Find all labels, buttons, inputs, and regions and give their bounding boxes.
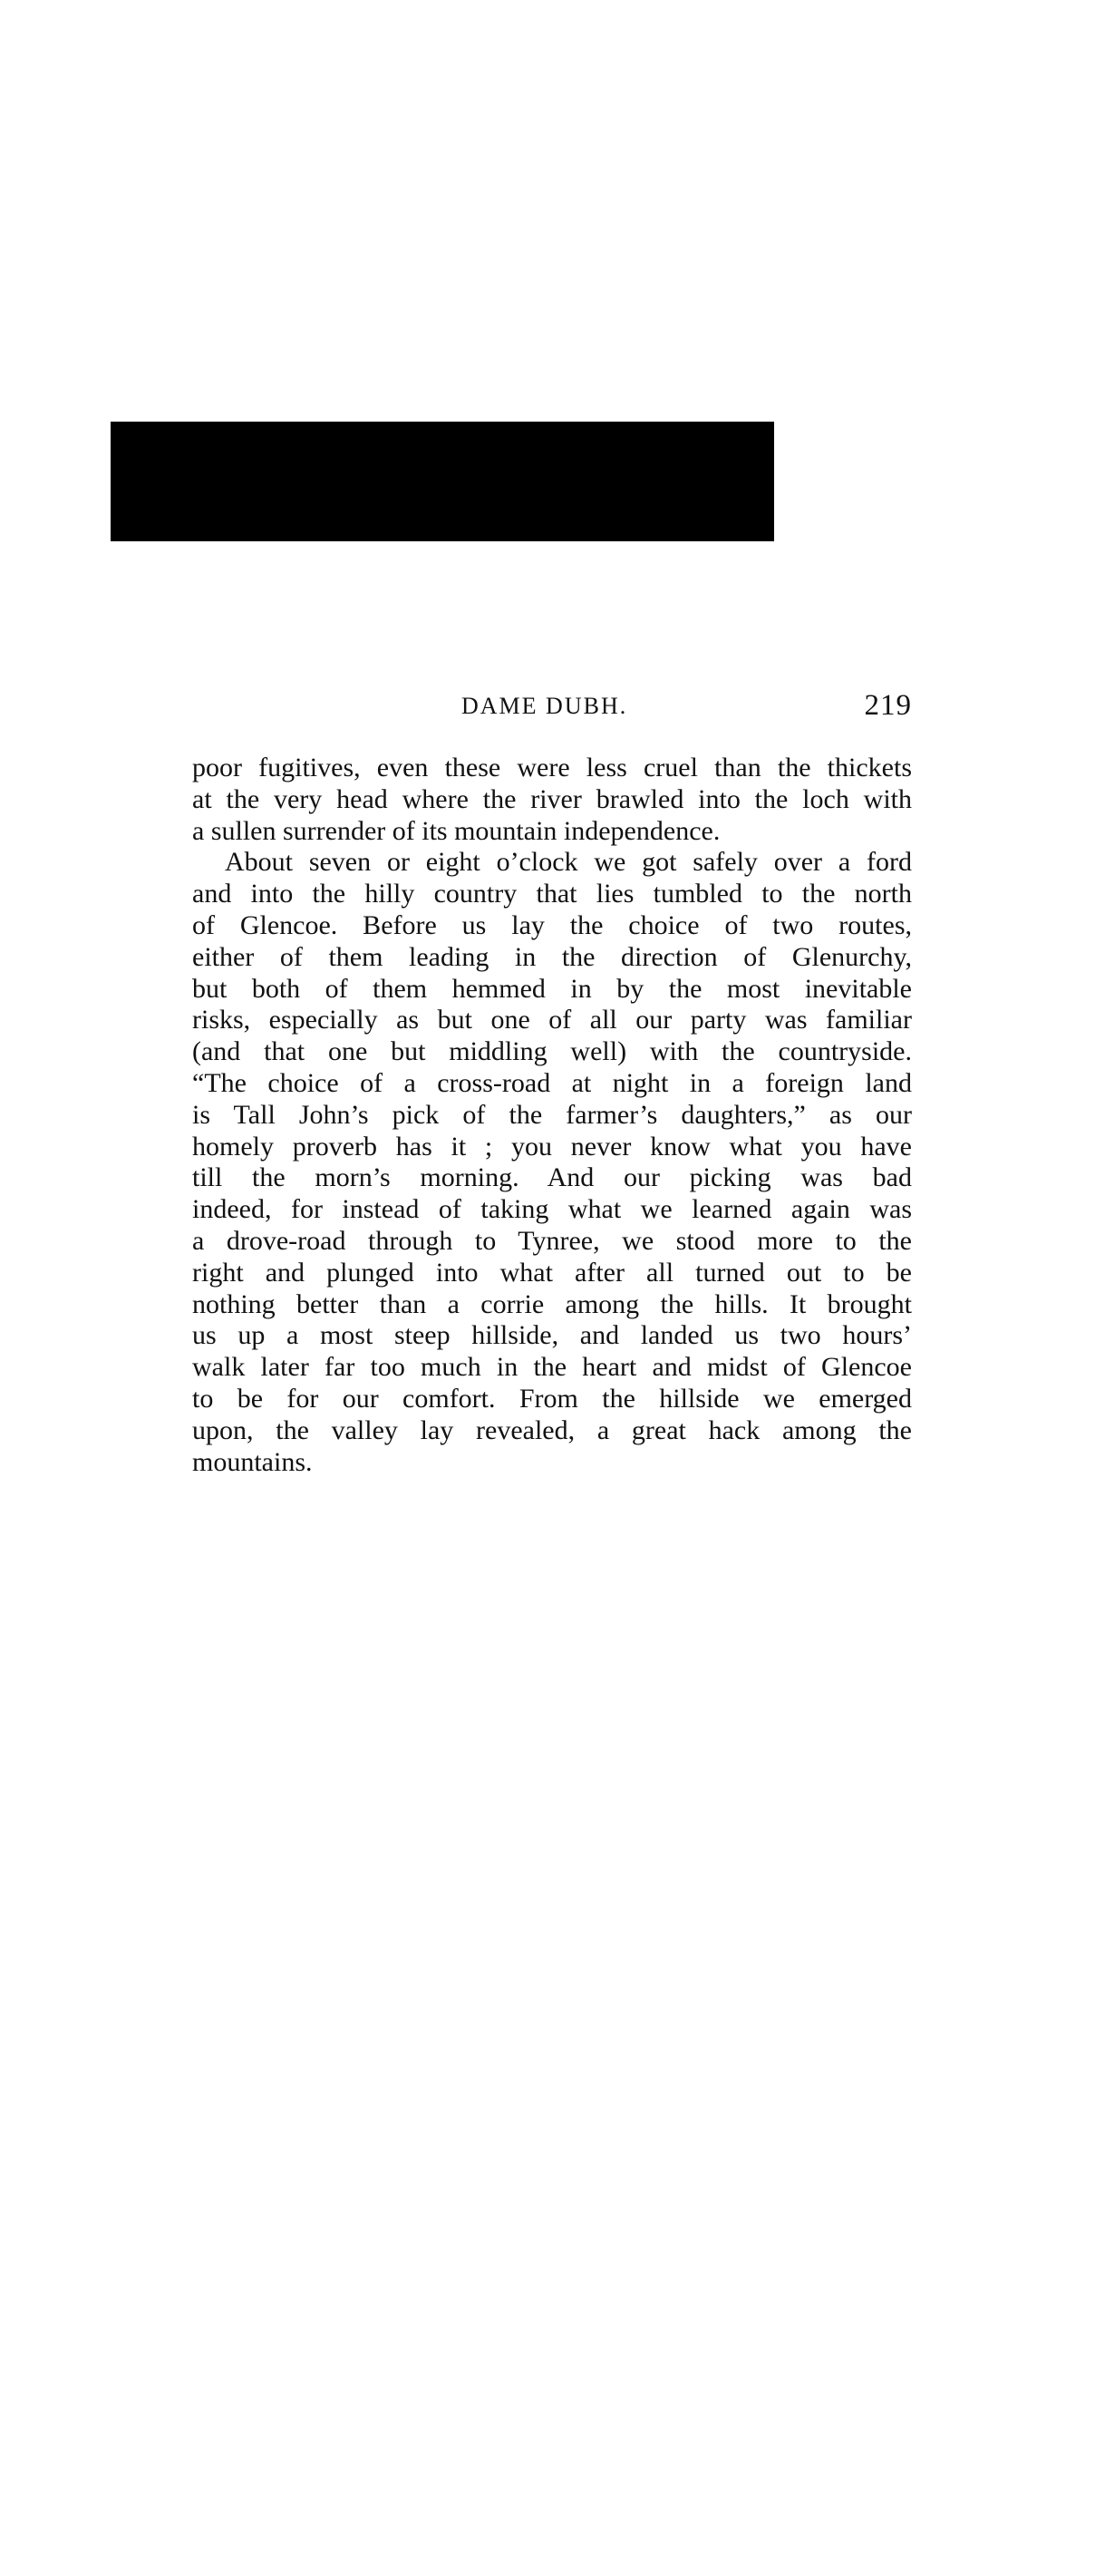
- text-line: a drove-road through to Tynree, we stood more to the: [192, 1225, 912, 1256]
- text-line: About seven or eight o’clock we got safely over a ford: [225, 847, 912, 878]
- text-line: us up a most steep hillside, and landed us two hours’: [192, 1320, 912, 1351]
- page-number: 219: [864, 689, 912, 722]
- running-head: [192, 689, 912, 725]
- running-title: DAME DUBH.: [461, 693, 628, 719]
- text-line: till the morn’s morning. And our picking was bad: [192, 1162, 912, 1193]
- text-line: homely proverb has it ; you never know what you have: [192, 1131, 912, 1162]
- text-line: of Glencoe. Before us lay the choice of two routes,: [192, 909, 912, 940]
- text-line: at the very head where the river brawled into the loch with: [192, 783, 912, 814]
- text-line: but both of them hemmed in by the most inevitable: [192, 973, 912, 1004]
- text-line: is Tall John’s pick of the farmer’s daughters,” as our: [192, 1099, 912, 1130]
- text-line: either of them leading in the direction of Glenurchy,: [192, 941, 912, 972]
- text-line: mountains.: [192, 1446, 313, 1477]
- text-line: nothing better than a corrie among the hills. It brought: [192, 1288, 912, 1319]
- redaction-bar: [111, 422, 774, 541]
- text-line: poor fugitives, even these were less cruel than the thickets: [192, 753, 912, 783]
- text-line: “The choice of a cross-road at night in a foreign land: [192, 1067, 912, 1098]
- text-line: and into the hilly country that lies tumbled to the north: [192, 879, 912, 909]
- text-line: (and that one but middling well) with the countryside.: [192, 1036, 912, 1067]
- body-text: [192, 753, 912, 1478]
- text-line: right and plunged into what after all turned out to be: [192, 1257, 912, 1288]
- text-line: risks, especially as but one of all our party was familiar: [192, 1005, 912, 1035]
- text-line: indeed, for instead of taking what we learned again was: [192, 1194, 912, 1225]
- text-line: walk later far too much in the heart and midst of Glencoe: [192, 1352, 912, 1383]
- text-line: to be for our comfort. From the hillside we emerged: [192, 1383, 912, 1414]
- text-line: upon, the valley lay revealed, a great hack among the: [192, 1414, 912, 1445]
- text-line: a sullen surrender of its mountain independence.: [192, 815, 721, 846]
